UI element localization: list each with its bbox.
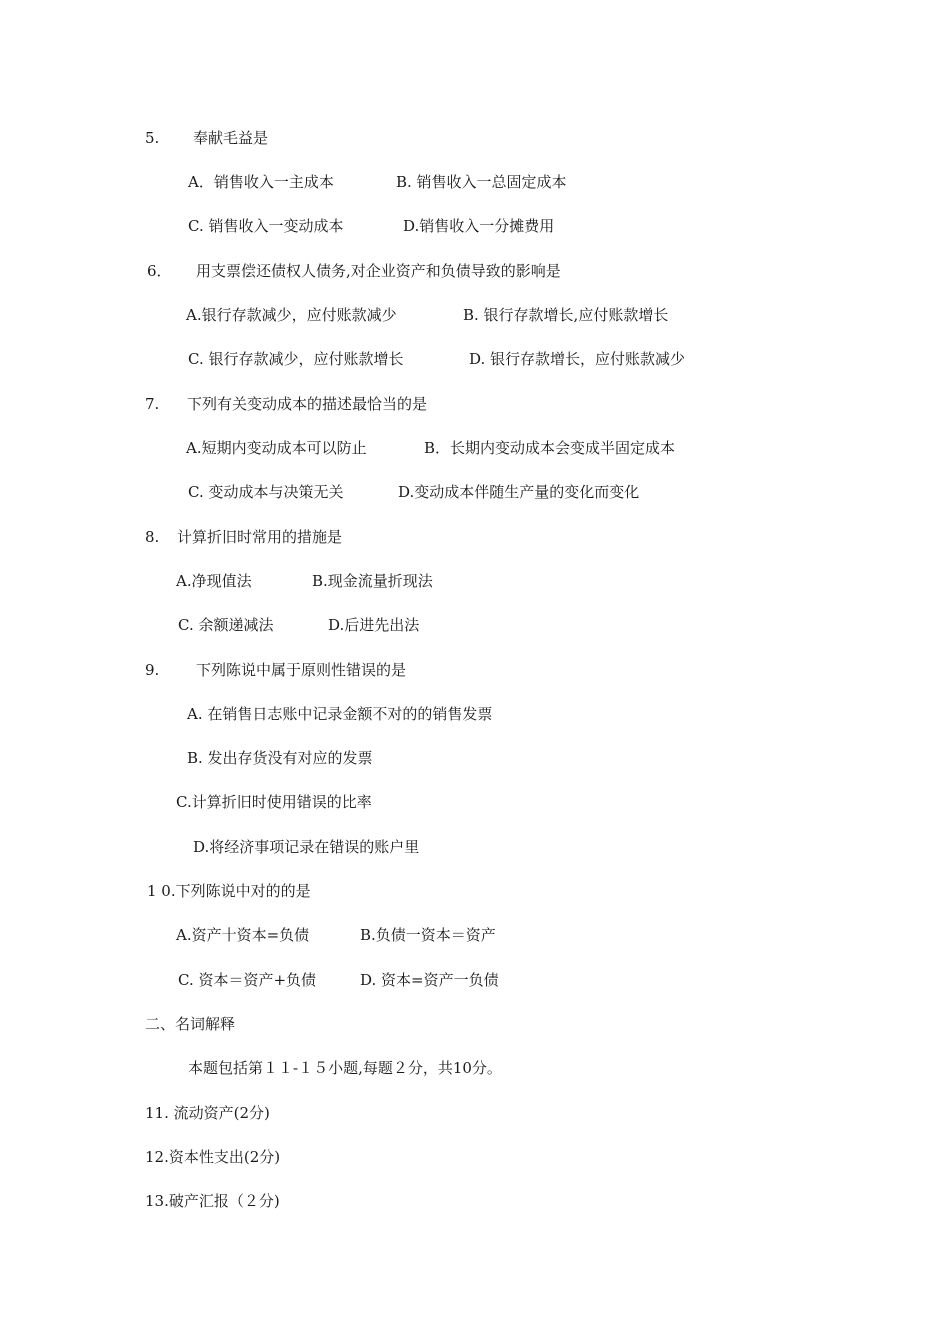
q7-number: 7. (145, 395, 160, 413)
q5-option-c: C. 销售收入一变动成本 (188, 217, 344, 235)
q9-stem: 下列陈说中属于原则性错误的是 (196, 661, 407, 679)
q9-option-a: A. 在销售日志账中记录金额不对的的销售发票 (187, 705, 493, 723)
q8-number: 8. (145, 528, 160, 546)
q7-stem: 下列有关变动成本的描述最恰当的是 (187, 395, 428, 413)
q10-option-c: C. 资本＝资产+负债 (178, 971, 317, 989)
section-intro: 本题包括第１１-１５小题,每题２分，共10分。 (188, 1059, 502, 1077)
q6-number: 6． (147, 262, 172, 280)
q8-option-d: D.后进先出法 (328, 616, 420, 634)
q12: 12.资本性支出(2分) (145, 1148, 281, 1166)
section-heading: 二、名词解释 (145, 1015, 236, 1033)
q6-stem: 用支票偿还债权人债务,对企业资产和负债导致的影响是 (196, 262, 561, 280)
q9-number: 9. (145, 661, 160, 679)
q5-option-a: A．销售收入一主成本 (188, 173, 334, 191)
q10-option-d: D. 资本=资产一负债 (360, 971, 499, 989)
q7-option-b: B．长期内变动成本会变成半固定成本 (424, 439, 676, 457)
q8-stem: 计算折旧时常用的措施是 (177, 528, 343, 546)
q6-option-d: D. 银行存款增长，应付账款减少 (469, 350, 686, 368)
q11: 11. 流动资产(2分) (145, 1104, 270, 1122)
q6-option-c: C. 银行存款减少，应付账款增长 (188, 350, 404, 368)
q9-option-c: C.计算折旧时使用错误的比率 (176, 793, 372, 811)
q7-option-a: A.短期内变动成本可以防止 (186, 439, 367, 457)
q8-option-a: A.净现值法 (176, 572, 252, 590)
q5-option-d: D.销售收入一分摊费用 (403, 217, 555, 235)
q8-option-c: C. 余额递减法 (178, 616, 274, 634)
q10-stem: 1 0.下列陈说中对的的是 (147, 882, 311, 900)
q5-option-b: B. 销售收入一总固定成本 (396, 173, 567, 191)
q9-option-d: D.将经济事项记录在错误的账户里 (193, 838, 420, 856)
q13: 13.破产汇报（２分) (145, 1192, 280, 1210)
q8-option-b: B.现金流量折现法 (312, 572, 433, 590)
q10-option-b: B.负债一资本＝资产 (360, 926, 496, 944)
q9-option-b: B. 发出存货没有对应的发票 (187, 749, 373, 767)
q10-option-a: A.资产十资本=负债 (176, 926, 310, 944)
q7-option-c: C. 变动成本与决策无关 (188, 483, 344, 501)
q7-option-d: D.变动成本伴随生产量的变化而变化 (398, 483, 640, 501)
q5-stem: 奉献毛益是 (193, 129, 269, 147)
q5-number: 5. (145, 129, 160, 147)
q6-option-a: A.银行存款减少，应付账款减少 (186, 306, 397, 324)
q6-option-b: B. 银行存款增长,应付账款增长 (463, 306, 669, 324)
